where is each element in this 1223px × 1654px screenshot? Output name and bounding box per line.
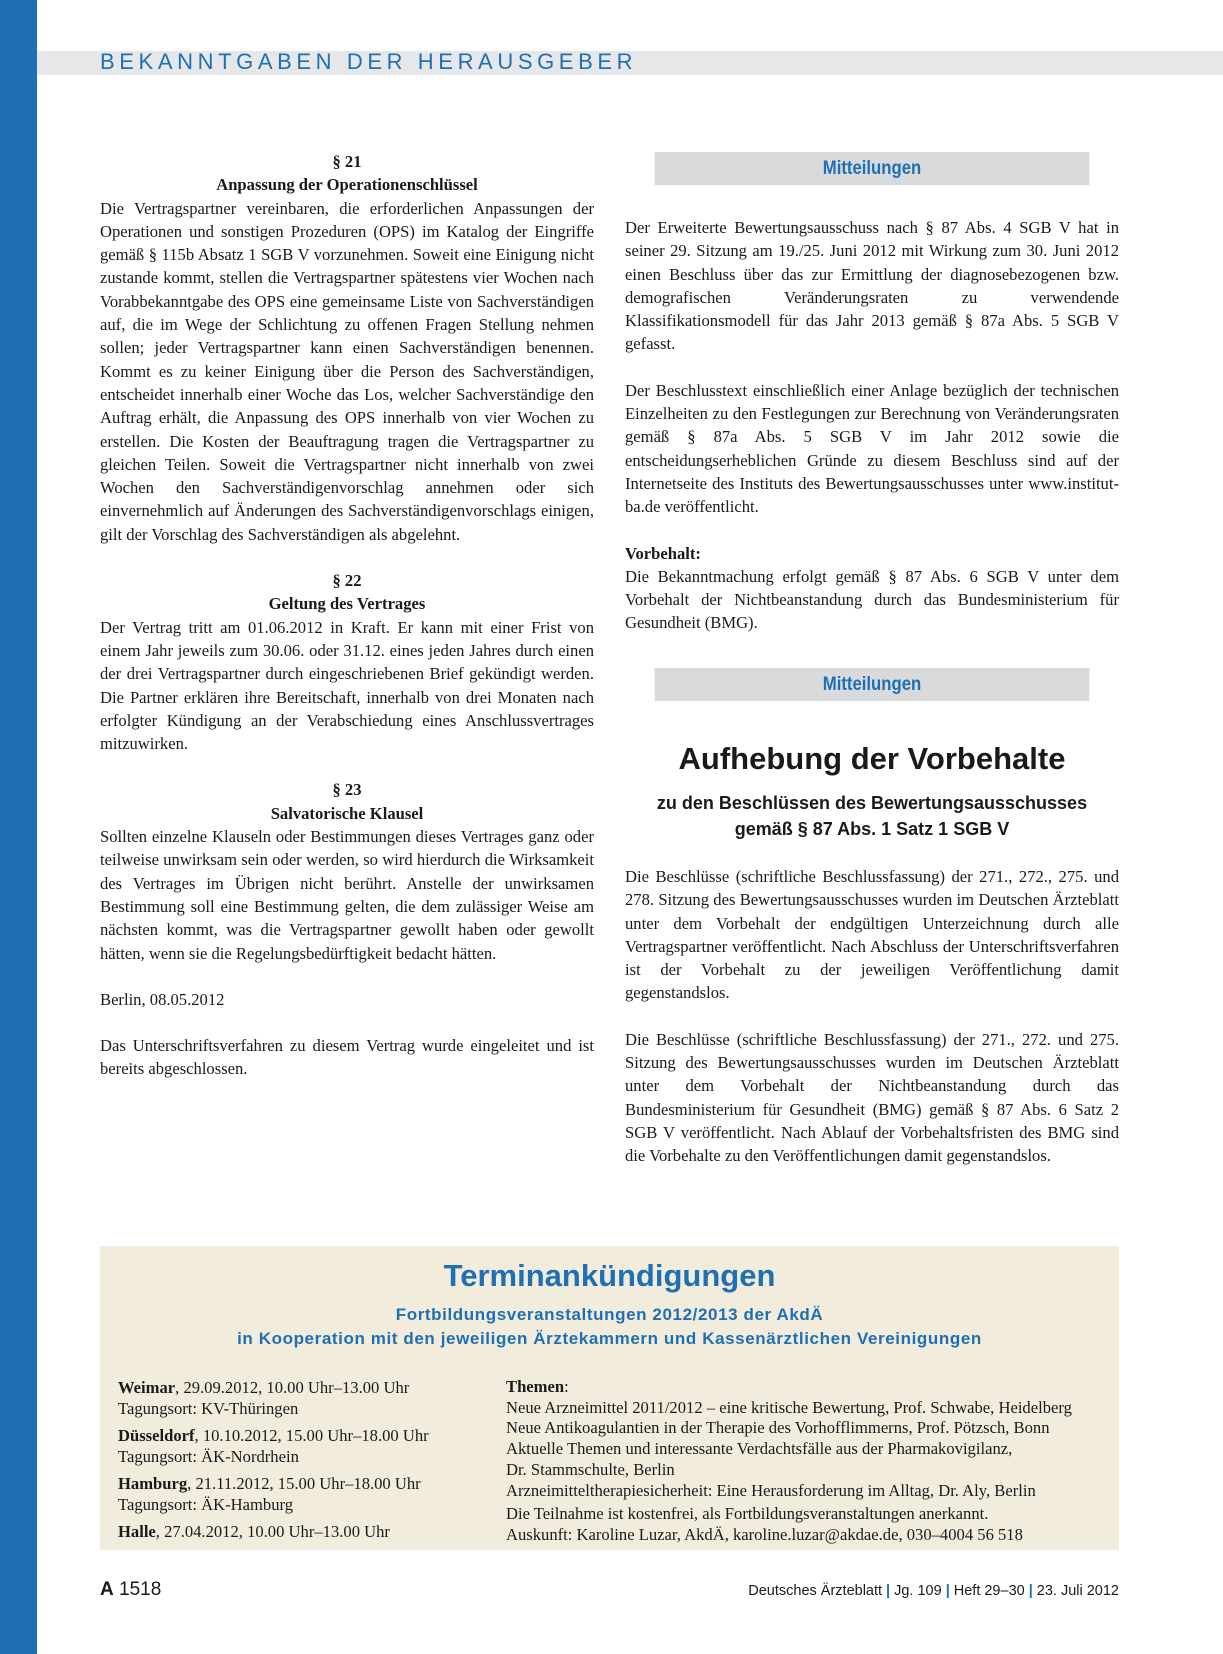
footer-separator: | xyxy=(1028,1583,1033,1599)
page-number-value: 1518 xyxy=(119,1579,162,1600)
mitteilungen-text xyxy=(625,216,1119,635)
footer-separator: | xyxy=(886,1583,891,1599)
event-item xyxy=(118,1377,498,1419)
closing-note: Das Unterschriftsverfahren zu diesem Vertrag wurde eingeleitet und ist bereits abgeschlossen. xyxy=(100,1036,594,1079)
section-body: Sollten einzelne Klauseln oder Bestimmungen dieses Vertrages ganz oder teilweise unwirksam sein oder werden, so wird hierdurch die Wirksamkeit des Vertrages im Übrigen nicht berührt. Anstelle der unwirksamen Bestimmung soll eine Bestimmung gelten, die dem zulässiger Weise am nächsten kommt, was die Vertragspartner gewollt haben oder gewollt hätten, wenn sie die Regelungsbedürftigkeit bedacht hätten. xyxy=(100,827,594,963)
event-list xyxy=(118,1377,498,1548)
event-box-title: Terminankündigungen xyxy=(443,1258,776,1293)
announcement-text xyxy=(625,865,1119,1168)
event-venue: Tagungsort: KV-Thüringen xyxy=(118,1399,299,1418)
event-item xyxy=(118,1521,498,1542)
announcement-title: Aufhebung der Vorbehalte xyxy=(678,741,1066,776)
topics-label: Themen xyxy=(506,1377,565,1396)
topics-list xyxy=(506,1377,1106,1546)
paragraph: Die Bekanntmachung erfolgt gemäß § 87 Abs. 6 SGB V unter dem Vorbehalt der Nichtbeanstandung durch das Bundesministerium für Gesundheit (BMG). xyxy=(625,566,1119,633)
event-venue: Tagungsort: ÄK-Nordrhein xyxy=(118,1447,299,1466)
event-venue: Tagungsort: ÄK-Hamburg xyxy=(118,1495,294,1514)
journal-issue: Heft 29–30 xyxy=(953,1583,1025,1599)
section-number: § 22 xyxy=(332,571,362,591)
event-city: Düsseldorf xyxy=(118,1426,195,1445)
event-box-subtitle: in Kooperation mit den jeweiligen Ärztekammern und Kassenärztlichen Vereinigungen xyxy=(237,1329,982,1348)
section-title: Salvatorische Klausel xyxy=(270,803,424,823)
place-date: Berlin, 08.05.2012 xyxy=(100,989,225,1009)
section-body: Der Vertrag tritt am 01.06.2012 in Kraft. Er kann mit einer Frist von einem Jahr jeweils zum 30.06. oder 31.12. eines jeden Jahres durch einen der drei Vertragspartner durch eingeschriebenen Brief gekündigt werden. Die Partner erklären ihre Bereitschaft, innerhalb von drei Monaten nach erfolgter Kündigung an der Verabschiedung eines Anschlussvertrages mitzuwirken. xyxy=(100,617,594,754)
paragraph: Die Beschlüsse (schriftliche Beschlussfassung) der 271., 272., 275. und 278. Sitzung des Bewertungsausschusses wurden im Deutschen Ärzteblatt unter dem Vorbehalt der endgültigen Unterzeichnung durch alle Vertragspartner veröffentlicht. Nach Abschluss der Unterschriftsverfahren ist der Vorbehalt zu der jeweiligen Veröffentlichung damit gegenstandslos. xyxy=(625,867,1119,1003)
topic-item: Dr. Stammschulte, Berlin xyxy=(506,1459,675,1479)
journal-footer xyxy=(748,1580,1119,1602)
mitteilungen-band: Mitteilungen xyxy=(655,668,1090,701)
mitteilungen-band: Mitteilungen xyxy=(655,152,1090,185)
event-date: , 29.09.2012, 10.00 Uhr–13.00 Uhr xyxy=(175,1378,410,1397)
page-number xyxy=(100,1578,161,1602)
subtitle-line: zu den Beschlüssen des Bewertungsausschusses xyxy=(656,793,1088,813)
section-header: BEKANNTGABEN DER HERAUSGEBER xyxy=(100,49,638,74)
journal-volume: Jg. 109 xyxy=(894,1583,942,1599)
section-number: § 21 xyxy=(332,152,362,171)
page-edge-bar xyxy=(0,0,37,1654)
section-title: Anpassung der Operationenschlüssel xyxy=(216,175,478,195)
event-city: Halle xyxy=(118,1522,156,1541)
journal-date: 23. Juli 2012 xyxy=(1036,1583,1119,1599)
vorbehalt-label: Vorbehalt: xyxy=(625,543,701,563)
contact-info: Auskunft: Karoline Luzar, AkdÄ, karoline.luzar@akdae.de, 030–4004 56 518 xyxy=(506,1524,1023,1544)
topic-item: Arzneimitteltherapiesicherheit: Eine Herausforderung im Alltag, Dr. Aly, Berlin xyxy=(506,1480,1036,1500)
event-item xyxy=(118,1473,498,1515)
page-prefix: A xyxy=(100,1579,114,1600)
event-city: Weimar xyxy=(118,1378,176,1397)
event-item xyxy=(118,1425,498,1467)
participation-note: Die Teilnahme ist kostenfrei, als Fortbildungsveranstaltungen anerkannt. xyxy=(506,1504,989,1524)
footer-separator: | xyxy=(945,1583,950,1599)
paragraph: Der Beschlusstext einschließlich einer Anlage bezüglich der technischen Einzelheiten zu den Festlegungen zur Berechnung von Veränderungsraten gemäß § 87a Abs. 5 SGB V im Jahr 2012 sowie die entscheidungserheblichen Gründe zu diesem Beschluss sind auf der Internetseite des Instituts des Bewertungsausschusses unter www.institut-ba.de veröffentlicht. xyxy=(625,380,1119,517)
section-body: Die Vertragspartner vereinbaren, die erforderlichen Anpassungen der Operationen und sonstigen Prozeduren (OPS) im Katalog der Eingriffe gemäß § 115b Absatz 1 SGB V vorzunehmen. Soweit eine Einigung nicht zustande kommt, stellen die Vertragspartner spätestens vier Wochen nach Vorabbekanntgabe des OPS eine gemeinsame Liste von Sachverständigen auf, die im Wege der Schlichtung zu offenen Fragen Stellung nehmen sollen; jeder Vertragspartner kann einen Sachverständigen benennen. Kommt es zu keiner Einigung über die Person des Sachverständigen, entscheidet innerhalb einer Woche das Los, welcher Sachverständige den Auftrag erhält, die Anpassung des OPS innerhalb von vier Wochen zu erstellen. Die Kosten der Beauftragung tragen die Vertragspartner zu gleichen Teilen. Soweit die Vertragspartner nicht innerhalb von zwei Wochen den Sachverständigenvorschlag annehmen oder sich einvernehmlich auf Änderungen des Sachverständigenvorschlags einigen, gilt der Vorschlag des Sachverständigen als abgelehnt. xyxy=(100,198,594,544)
event-box-subtitle: Fortbildungsveranstaltungen 2012/2013 der AkdÄ xyxy=(395,1305,824,1324)
left-column xyxy=(100,150,594,1081)
event-date: , 21.11.2012, 15.00 Uhr–18.00 Uhr xyxy=(187,1474,421,1493)
paragraph: Die Beschlüsse (schriftliche Beschlussfassung) der 271., 272. und 275. Sitzung des Bewertungsausschusses wurden im Deutschen Ärzteblatt unter dem Vorbehalt der Nichtbeanstandung durch das Bundesministerium für Gesundheit (BMG) gemäß § 87 Abs. 6 Satz 2 SGB V veröffentlicht. Nach Ablauf der Vorbehaltsfristen des BMG sind die Vorbehalte zu den Veröffentlichungen damit gegenstandslos. xyxy=(625,1029,1119,1166)
journal-name: Deutsches Ärzteblatt xyxy=(748,1583,883,1599)
event-date: , 10.10.2012, 15.00 Uhr–18.00 Uhr xyxy=(194,1426,429,1445)
topic-item: Neue Antikoagulantien in der Therapie des Vorhofflimmerns, Prof. Pötzsch, Bonn xyxy=(506,1418,1050,1438)
paragraph: Der Erweiterte Bewertungsausschuss nach § 87 Abs. 4 SGB V hat in seiner 29. Sitzung am 19./25. Juni 2012 mit Wirkung zum 30. Juni 2012 einen Beschluss über das zur Ermittlung der diagnosebezogenen bzw. demografischen Veränderungsraten zu verwendende Klassifikationsmodell für das Jahr 2013 gemäß § 87a Abs. 5 SGB V gefasst. xyxy=(625,218,1119,354)
event-date: , 27.04.2012, 10.00 Uhr–13.00 Uhr xyxy=(155,1522,390,1541)
topics-colon: : xyxy=(564,1377,569,1396)
section-title: Geltung des Vertrages xyxy=(268,594,426,614)
topic-item: Neue Arzneimittel 2011/2012 – eine kritische Bewertung, Prof. Schwabe, Heidelberg xyxy=(506,1397,1072,1417)
subtitle-line: gemäß § 87 Abs. 1 Satz 1 SGB V xyxy=(734,819,1010,839)
event-city: Hamburg xyxy=(118,1474,188,1493)
topic-item: Aktuelle Themen und interessante Verdachtsfälle aus der Pharmakovigilanz, xyxy=(506,1439,1013,1459)
section-number: § 23 xyxy=(332,780,362,800)
announcement-subtitle xyxy=(625,790,1119,842)
